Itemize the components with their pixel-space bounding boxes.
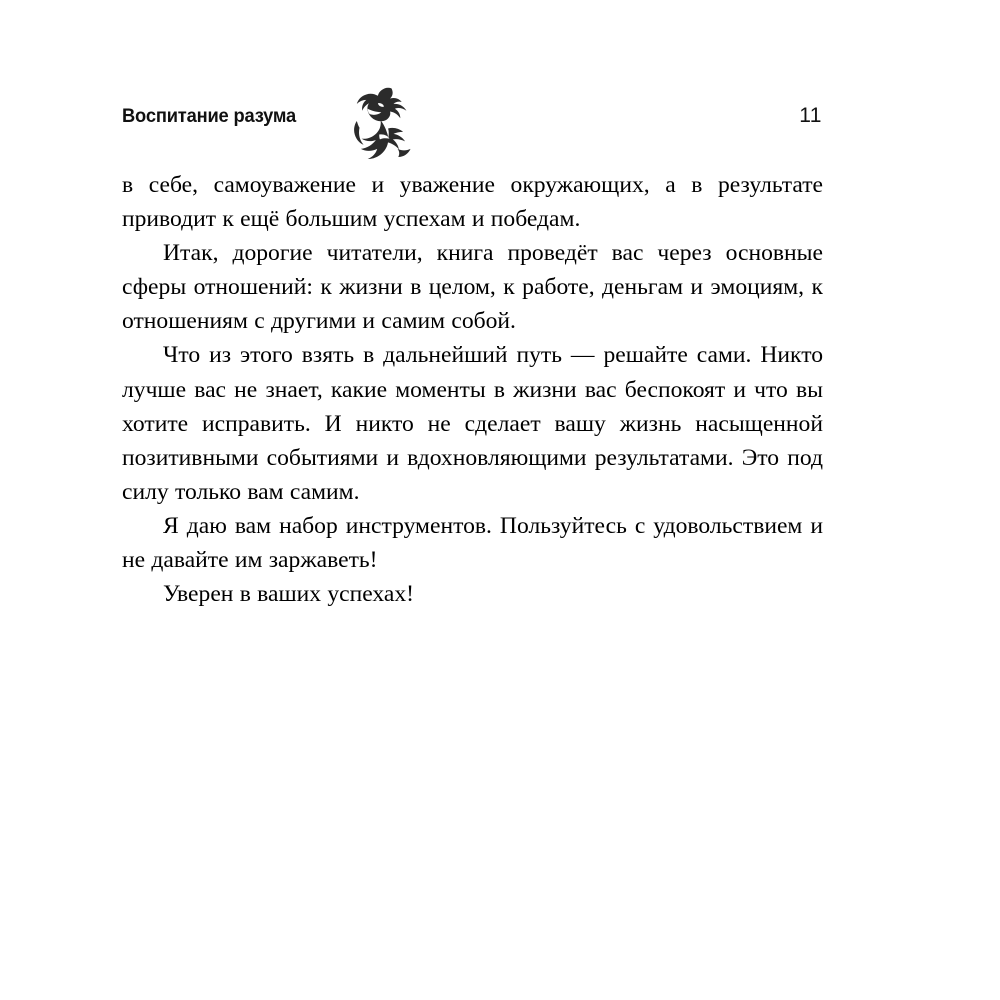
page-number: 11 <box>799 104 822 127</box>
dragon-icon <box>350 86 418 160</box>
paragraph-decide-yourself: Что из этого взять в дальнейший путь — решайте сами. Никто лучше вас не знает, какие моменты в жизни вас беспокоят и что вы хотите исправить. И никто не сделает вашу жизнь насыщенной позитивными событиями и вдохновляющими результатами. Это под силу только вам самим. <box>122 342 823 505</box>
body-text-block <box>122 168 823 611</box>
paragraph-spheres: Итак, дорогие читатели, книга проведёт вас через основные сферы отношений: к жизни в целом, к работе, деньгам и эмоциям, к отношениям с другими и самим собой. <box>122 240 823 335</box>
paragraph-toolset: Я даю вам набор инструментов. Пользуйтесь с удовольствием и не давайте им заржаветь! <box>122 512 823 574</box>
running-head <box>122 100 822 144</box>
running-head-title: Воспитание разума <box>122 105 297 127</box>
paragraph-closing: Уверен в ваших успехах! <box>163 581 415 608</box>
paragraph-continued: в себе, самоуважение и уважение окружающих, а в результате приводит к ещё большим успехам и победам. <box>122 172 823 233</box>
